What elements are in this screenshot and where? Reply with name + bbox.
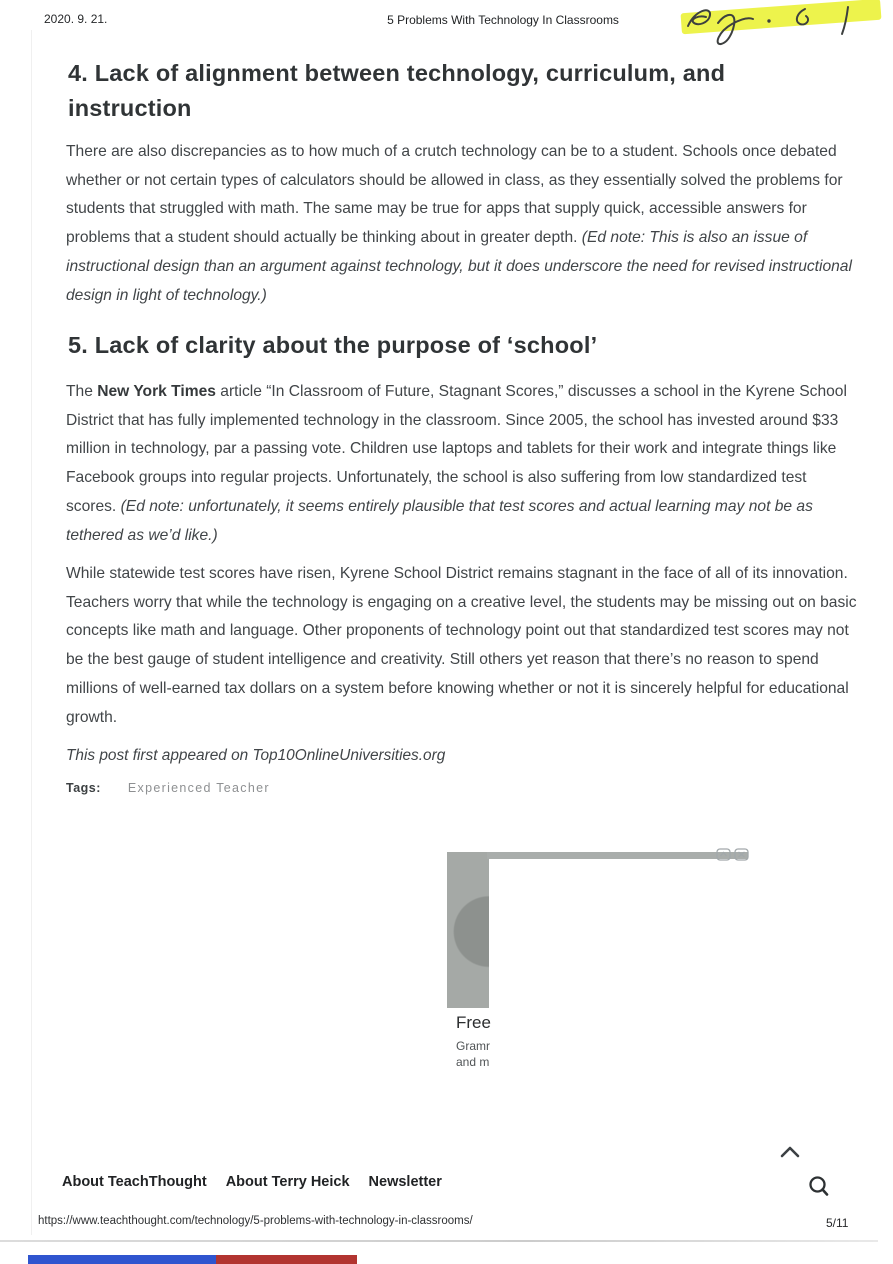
- search-icon[interactable]: [806, 1174, 832, 1200]
- p5-rest: article “In Classroom of Future, Stagnant Scores,” discusses a school in the Kyrene School District that has fully implemented technology in the classroom. Since 2005, the school has invested around $33 million in technology, par a passing vote. Children use laptops and tablets for their work and integrate things like Facebook groups into regular projects. Unfortunately, the school is also suffering from low standardized test scores.: [66, 382, 847, 516]
- bottom-red-bar: [216, 1255, 357, 1264]
- tags-row: [66, 781, 270, 795]
- scan-left-edge-line: [31, 30, 32, 1235]
- tags-label: Tags:: [66, 781, 101, 795]
- ad-text-line1-truncated: Gramr: [456, 1039, 490, 1053]
- ad-close-icon-glyph: [739, 852, 745, 857]
- scroll-to-top-chevron-icon[interactable]: [779, 1144, 801, 1160]
- print-footer-url: https://www.teachthought.com/technology/5-problems-with-technology-in-classrooms/: [38, 1215, 473, 1227]
- footer-divider: [0, 1240, 878, 1242]
- footer-nav: [62, 1174, 442, 1190]
- paragraph-section5-second: While statewide test scores have risen, Kyrene School District remains stagnant in the face of all of its innovation. Teachers worry that while the technology is engaging on a creative level, the students may be missing out on basic concepts like math and language. Other proponents of technology point out that standardized test scores may not be the best gauge of student intelligence and creativity. Still others yet reason that there’s no reason to spend millions of well-earned tax dollars on a system before knowing whether or not it is sincerely helpful for educational growth.: [66, 564, 857, 727]
- section-heading-5: 5. Lack of clarity about the purpose of ‘school’: [68, 331, 598, 358]
- print-doc-title: 5 Problems With Technology In Classrooms: [387, 13, 619, 27]
- p5-ed-note: (Ed note: unfortunately, it seems entirely plausible that test scores and actual learning may not be as tethered as we’d like.): [66, 498, 813, 545]
- paragraph-section4-text: There are also discrepancies as to how much of a crutch technology can be to a student. Schools once debated whether or not certain types of calculators should be allowed in class, as they essentially solved the problems for students that struggled with math. The same may be true for apps that supply quick, accessible answers for problems that a student should actually be thinking about in greater depth.: [66, 142, 843, 247]
- paragraph-section5-first: [66, 378, 858, 551]
- section-heading-4: 4. Lack of alignment between technology, curriculum, and instruction: [68, 59, 726, 121]
- footer-link-about-teachthought[interactable]: About TeachThought: [62, 1174, 207, 1190]
- attribution-line: This post first appeared on Top10OnlineUniversities.org: [66, 747, 446, 765]
- adchoices-icon[interactable]: [717, 849, 730, 860]
- paragraph-section4-ed-note: (Ed note: This is also an issue of instructional design than an argument against technology, but it does underscore the need for revised instructional design in light of technology.): [66, 229, 852, 305]
- ad-text-line2-truncated: and m: [456, 1055, 490, 1069]
- ad-control-icons: [716, 846, 752, 862]
- handwritten-annotation: [668, 0, 893, 50]
- print-page-indicator: 5/11: [826, 1216, 849, 1230]
- footer-link-about-terry-heick[interactable]: About Terry Heick: [225, 1174, 350, 1190]
- ad-top-bar: [487, 852, 748, 859]
- bottom-blue-bar: [28, 1255, 216, 1264]
- ad-image-fragment[interactable]: [447, 852, 489, 1008]
- p5-lead: The: [66, 382, 98, 400]
- paragraph-section4: [66, 138, 858, 311]
- print-date: 2020. 9. 21.: [44, 12, 108, 26]
- footer-link-newsletter[interactable]: Newsletter: [368, 1174, 442, 1190]
- adchoices-icon-glyph: [721, 853, 727, 857]
- tag-experienced-teacher[interactable]: Experienced Teacher: [127, 781, 270, 795]
- new-york-times-bold: New York Times: [97, 382, 216, 400]
- ad-headline-truncated[interactable]: Free: [456, 1013, 491, 1032]
